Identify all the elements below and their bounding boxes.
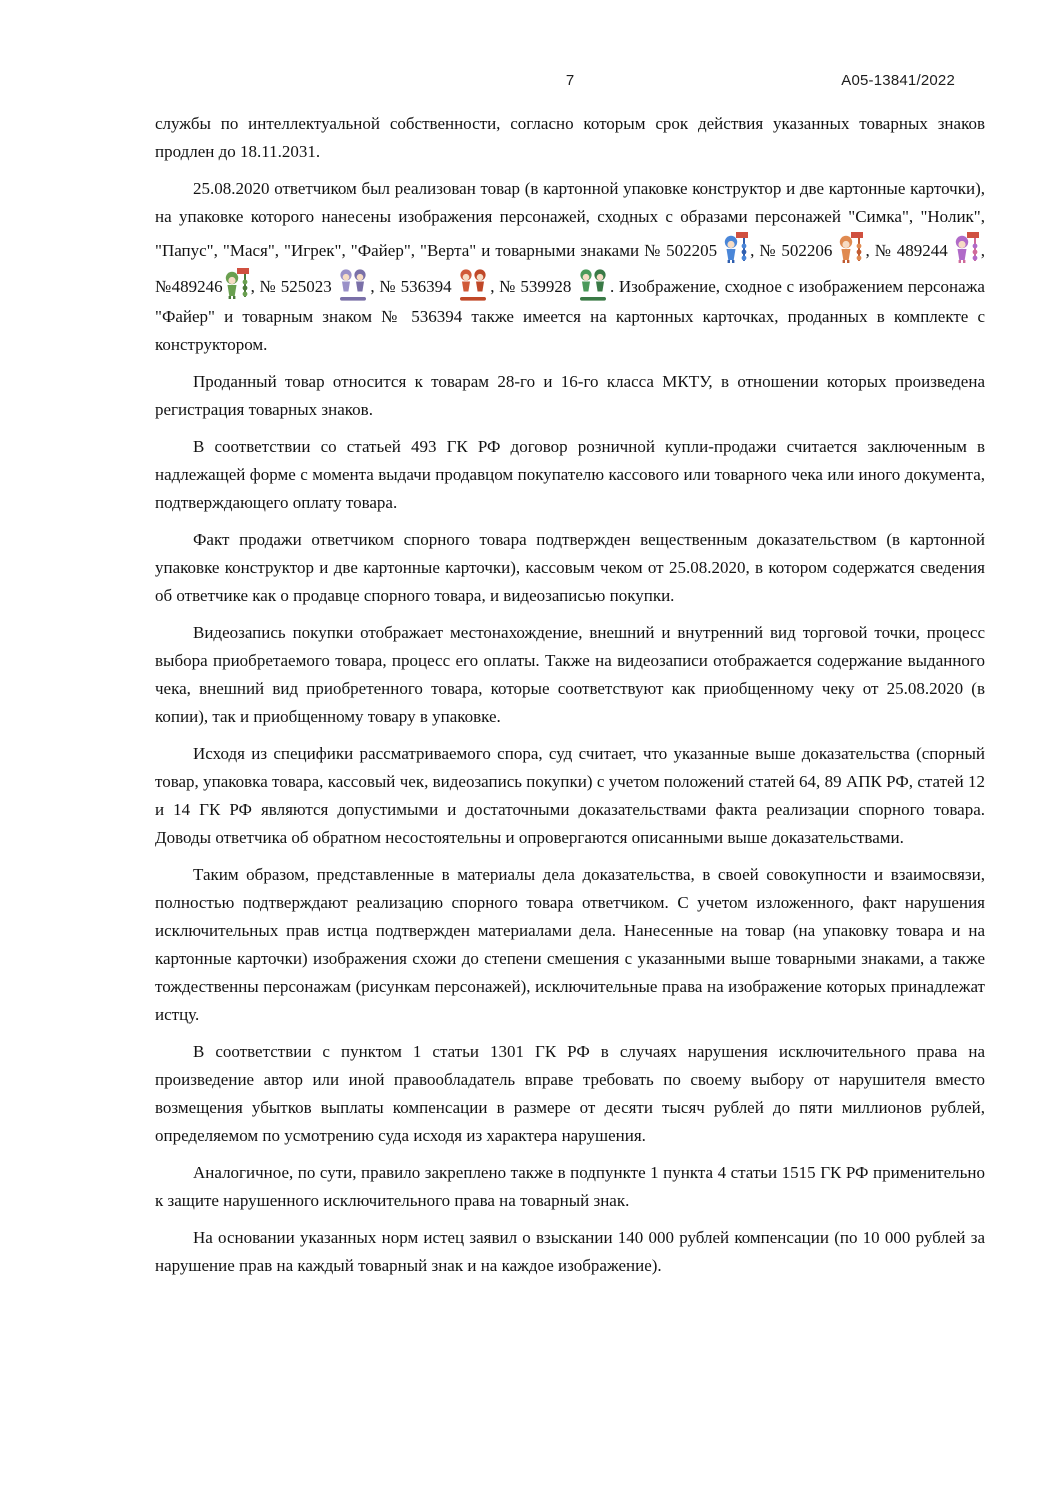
paragraph-conclusion: Таким образом, представленные в материалы дела доказательства, в своей совокупности и взаимосвязи, полностью подтверждают реализацию спорного товара ответчиком. С учетом изложенного, факт нарушения исключительных прав истца подтвержден материалами дела. Нанесенные на товар (на упаковку товара и на картонные карточки) изображения схожи до степени смешения с указанными выше товарными знаками, а также тождественны персонажам (рисункам персонажей), исключительные права на изображение которых принадлежат истцу. [155, 865, 985, 1024]
trademarks-lead-text: 25.08.2020 ответчиком был реализован товар (в картонной упаковке конструктор и две картонные карточки), на упаковке которого нанесены изображения персонажей, сходных с образами персонажей "Симка", "Нолик", "Папус", "Мася", "Игрек", "Файер", "Верта" и товарными знаками [155, 179, 985, 260]
trademark-489244-fixik-icon [954, 231, 980, 267]
trademark-502206-fixik-icon [838, 231, 864, 267]
paragraph-article-1301: В соответствии с пунктом 1 статьи 1301 ГК РФ в случаях нарушения исключительного права на произведение автор или иной правообладатель вправе требовать по своему выбору от нарушителя вместо возмещения убытков выплаты компенсации в размере от десяти тысяч рублей до пяти миллионов рублей, определяемом по усмотрению суда исходя из характера нарушения. [155, 1042, 985, 1145]
paragraph-video-record: Видеозапись покупки отображает местонахождение, внешний и внутренний вид торговой точки, процесс выбора приобретаемого товара, процесс его оплаты. Также на видеозаписи отображается содержание выданного чека, внешний вид приобретенного товара, которые соответствуют как приобщенному чеку от 25.08.2020 (в копии), так и приобщенному товару в упаковке. [155, 623, 985, 726]
trademark-502205-fixik-icon [723, 231, 749, 267]
trademark-525023-label: , № 525023 [250, 277, 337, 296]
page-number: 7 [565, 72, 575, 89]
trademark-502205-label: № 502205 [644, 241, 723, 260]
trademark-489246-label: , №489246 [155, 241, 985, 296]
trademark-525023-fixik-pair-icon [337, 267, 369, 303]
paragraph-compensation-claim: На основании указанных норм истец заявил о взыскании 140 000 рублей компенсации (по 10 000 рублей за нарушение прав на каждый товарный знак и на каждое изображение). [155, 1228, 985, 1275]
document-body [155, 110, 985, 1289]
paragraph-sale-fact: Факт продажи ответчиком спорного товара подтвержден вещественным доказательством (в картонной упаковке конструктор и две картонные карточки), кассовым чеком от 25.08.2020, в котором содержатся сведения об ответчике как о продавце спорного товара, и видеозаписью покупки. [155, 530, 985, 605]
trademark-489246-fixik-icon [224, 267, 250, 303]
paragraph-continuation: службы по интеллектуальной собственности, согласно которым срок действия указанных товарных знаков продлен до 18.11.2031. [155, 114, 985, 161]
page-header [155, 72, 985, 94]
paragraph-article-1515: Аналогичное, по сути, правило закреплено также в подпункте 1 пункта 4 статьи 1515 ГК РФ применительно к защите нарушенного исключительного права на товарный знак. [155, 1163, 985, 1210]
trademark-536394-fixik-pair-icon [457, 267, 489, 303]
trademark-536394-label: , № 536394 [370, 277, 457, 296]
trademark-489244-label: , № 489244 [865, 241, 953, 260]
trademark-539928-label: , № 539928 [490, 277, 577, 296]
paragraph-mktu-class: Проданный товар относится к товарам 28-го и 16-го класса МКТУ, в отношении которых произведена регистрация товарных знаков. [155, 372, 985, 419]
trademark-502206-label: , № 502206 [750, 241, 838, 260]
trademarks-tail-text: . Изображение, сходное с изображением персонажа "Файер" и товарным знаком № 536394 также имеется на картонных карточках, проданных в комплекте с конструктором. [155, 277, 985, 354]
paragraph-article-493: В соответствии со статьей 493 ГК РФ договор розничной купли-продажи считается заключенным в надлежащей форме с момента выдачи продавцом покупателю кассового или товарного чека или иного документа, подтверждающего оплату товара. [155, 437, 985, 512]
paragraph-evidence-admissibility: Исходя из специфики рассматриваемого спора, суд считает, что указанные выше доказательства (спорный товар, упаковка товара, кассовый чек, видеозапись покупки) с учетом положений статей 64, 89 АПК РФ, статей 12 и 14 ГК РФ являются допустимыми и достаточными доказательствами факта реализации спорного товара. Доводы ответчика об обратном несостоятельны и опровергаются описанными выше доказательствами. [155, 744, 985, 847]
paragraph-trademarks [155, 175, 985, 359]
case-number: А05-13841/2022 [841, 72, 955, 89]
trademark-539928-fixik-pair-icon [577, 267, 609, 303]
